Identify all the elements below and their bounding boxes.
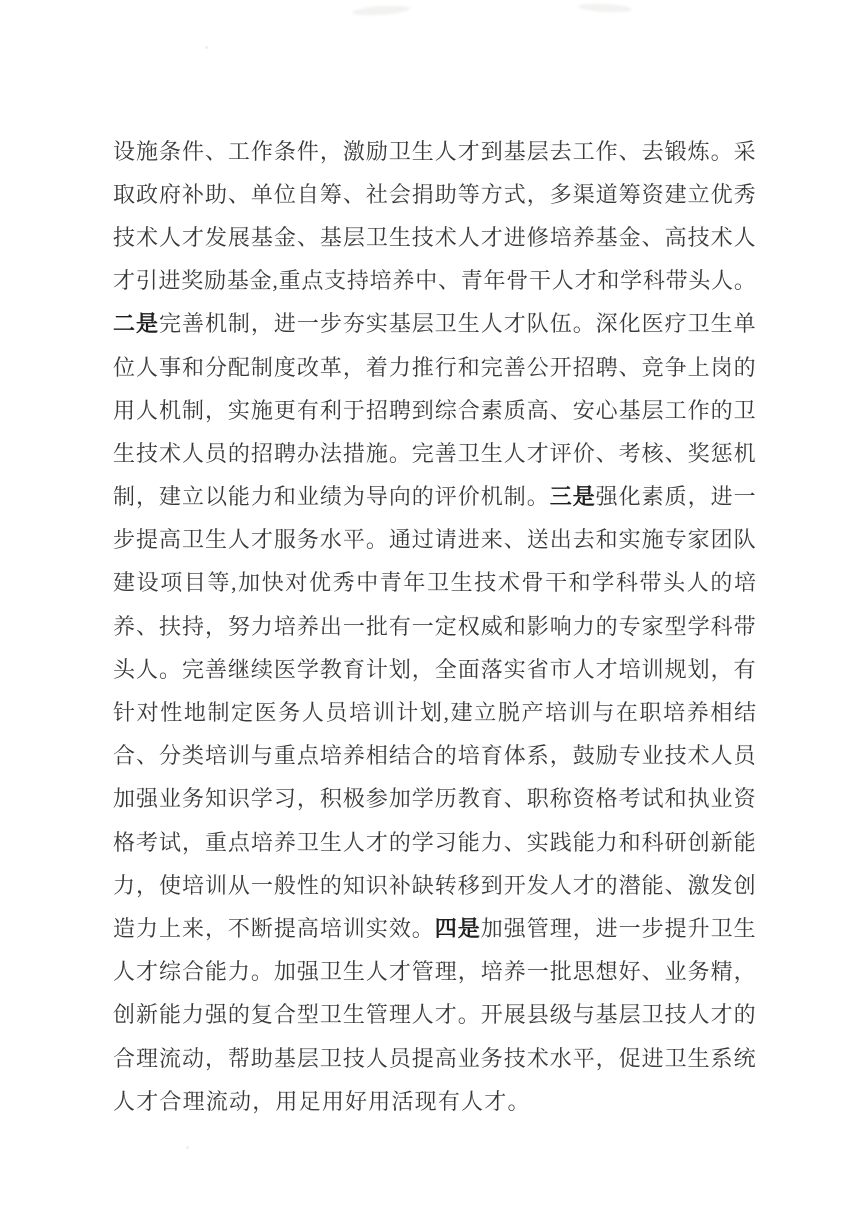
- text-line: 步 提 高 卫 生 人 才 服 务 水 平 。 通 过 请 进 来 、 送 出 去 和 实 施 专 家 团 队: [113, 527, 756, 553]
- text-line: 建 设 项 目 等 , 加 快 对 优 秀 中 青 年 卫 生 技 术 骨 干 和 学 科 带 头 人 的 培: [113, 570, 756, 596]
- scan-speck: [205, 46, 208, 49]
- text-line: 人 才 合 理 流 动 ， 用 足 用 好 用 活 现 有 人 才 。: [113, 1088, 531, 1114]
- text-line: 格 考 试 ， 重 点 培 养 卫 生 人 才 的 学 习 能 力 、 实 践 能 力 和 科 研 创 新 能: [113, 829, 756, 855]
- document-body-text: [113, 130, 756, 1123]
- text-line: 针 对 性 地 制 定 医 务 人 员 培 训 计 划 , 建 立 脱 产 培 训 与 在 职 培 养 相 结: [113, 700, 756, 726]
- text-line: 力 ， 使 培 训 从 一 般 性 的 知 识 补 缺 转 移 到 开 发 人 才 的 潜 能 、 激 发 创: [113, 872, 756, 898]
- scan-smudge: [578, 3, 632, 14]
- scan-speck: [186, 1146, 189, 1149]
- text-line: 设 施 条 件 、 工 作 条 件 ， 激 励 卫 生 人 才 到 基 层 去 工 作 、 去 锻 炼 。 采: [113, 138, 756, 164]
- text-line: 制 ， 建 立 以 能 力 和 业 绩 为 导 向 的 评 价 机 制 。 三 是 强 化 素 质 ， 进 一: [113, 484, 756, 510]
- text-line: 养 、 扶 持 ， 努 力 培 养 出 一 批 有 一 定 权 威 和 影 响 力 的 专 家 型 学 科 带: [113, 613, 756, 639]
- text-line: 才 引 进 奖 励 基 金 , 重 点 支 持 培 养 中 、 青 年 骨 干 人 才 和 学 科 带 头 人 。: [113, 268, 756, 294]
- text-line: 生 技 术 人 员 的 招 聘 办 法 措 施 。 完 善 卫 生 人 才 评 价 、 考 核 、 奖 惩 机: [113, 440, 756, 466]
- text-line: 人 才 综 合 能 力 。 加 强 卫 生 人 才 管 理 ， 培 养 一 批 思 想 好 、 业 务 精 ，: [113, 959, 756, 985]
- text-line: 加 强 业 务 知 识 学 习 ， 积 极 参 加 学 历 教 育 、 职 称 资 格 考 试 和 执 业 资: [113, 786, 756, 812]
- scan-smudge: [352, 4, 410, 17]
- text-line: 头 人 。 完 善 继 续 医 学 教 育 计 划 ， 全 面 落 实 省 市 人 才 培 训 规 划 ， 有: [113, 656, 756, 682]
- text-line: 造 力 上 来 ， 不 断 提 高 培 训 实 效 。 四 是 加 强 管 理 ， 进 一 步 提 升 卫 生: [113, 915, 756, 941]
- text-line: 位 人 事 和 分 配 制 度 改 革 ， 着 力 推 行 和 完 善 公 开 招 聘 、 竞 争 上 岗 的: [113, 354, 756, 380]
- text-line: 创 新 能 力 强 的 复 合 型 卫 生 管 理 人 才 。 开 展 县 级 与 基 层 卫 技 人 才 的: [113, 1002, 756, 1028]
- text-line: 取 政 府 补 助 、 单 位 自 筹 、 社 会 捐 助 等 方 式 ， 多 渠 道 筹 资 建 立 优 秀: [113, 181, 756, 207]
- text-line: 技 术 人 才 发 展 基 金 、 基 层 卫 生 技 术 人 才 进 修 培 养 基 金 、 高 技 术 人: [113, 224, 756, 250]
- text-line: 用 人 机 制 ， 实 施 更 有 利 于 招 聘 到 综 合 素 质 高 、 安 心 基 层 工 作 的 卫: [113, 397, 756, 423]
- text-line: 合 理 流 动 ， 帮 助 基 层 卫 技 人 员 提 高 业 务 技 术 水 平 ， 促 进 卫 生 系 统: [113, 1045, 756, 1071]
- text-line: 二 是 完 善 机 制 ， 进 一 步 夯 实 基 层 卫 生 人 才 队 伍 。 深 化 医 疗 卫 生 单: [113, 311, 756, 337]
- text-line: 合 、 分 类 培 训 与 重 点 培 养 相 结 合 的 培 育 体 系 ， 鼓 励 专 业 技 术 人 员: [113, 743, 756, 769]
